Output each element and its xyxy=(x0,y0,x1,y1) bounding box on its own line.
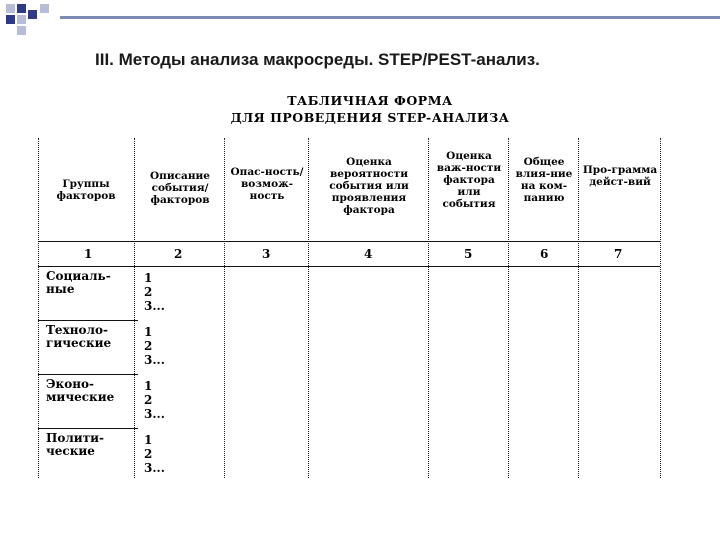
row-item: 2 xyxy=(144,285,153,299)
header-probability: Оценка вероятности события или проявления фактора xyxy=(329,156,409,216)
table-hline xyxy=(38,266,660,267)
table-heading-line1: ТАБЛИЧНАЯ ФОРМА xyxy=(287,93,453,108)
row-item: 3... xyxy=(144,461,165,475)
column-number: 5 xyxy=(464,247,473,261)
slide-title: III. Методы анализа макросреды. STEP/PEST-анализ. xyxy=(95,50,540,69)
table-hline xyxy=(38,241,660,242)
row-group-social: Социаль-ные xyxy=(46,269,111,296)
row-item: 2 xyxy=(144,447,153,461)
table-hline xyxy=(38,428,138,429)
column-number: 7 xyxy=(614,247,623,261)
column-number: 2 xyxy=(174,247,183,261)
row-item: 1 xyxy=(144,379,153,393)
table-vline xyxy=(428,138,429,478)
header-description: Описание события/ факторов xyxy=(150,170,210,206)
header-action-plan: Про-грамма дейст-вий xyxy=(582,164,658,188)
table-vline xyxy=(508,138,509,478)
table-hline xyxy=(38,320,138,321)
table-hline xyxy=(38,374,138,375)
column-number: 1 xyxy=(84,247,93,261)
table-vline xyxy=(38,138,39,478)
row-item: 2 xyxy=(144,339,153,353)
row-group-political: Полити-ческие xyxy=(46,431,105,458)
header-impact: Общее влия-ние на ком-панию xyxy=(515,156,573,204)
table-vline xyxy=(660,138,661,478)
column-number: 3 xyxy=(262,247,271,261)
header-groups: Группы факторов xyxy=(56,178,116,202)
table-vline xyxy=(308,138,309,478)
header-rule xyxy=(60,16,720,19)
corner-decoration xyxy=(0,0,60,40)
header-threat-opportunity: Опас-ность/ возмож-ность xyxy=(230,166,304,202)
row-item: 3... xyxy=(144,407,165,421)
column-number: 4 xyxy=(364,247,373,261)
table-vline xyxy=(134,138,135,478)
row-group-economic: Эконо-мические xyxy=(46,377,115,404)
row-group-technological: Техноло-гические xyxy=(46,323,112,350)
table-heading-line2: ДЛЯ ПРОВЕДЕНИЯ STEP-АНАЛИЗА xyxy=(230,110,510,125)
column-number: 6 xyxy=(540,247,549,261)
row-item: 2 xyxy=(144,393,153,407)
row-item: 3... xyxy=(144,353,165,367)
table-vline xyxy=(578,138,579,478)
row-item: 1 xyxy=(144,271,153,285)
row-item: 3... xyxy=(144,299,165,313)
header-importance: Оценка важ-ности фактора или события xyxy=(436,150,502,210)
row-item: 1 xyxy=(144,325,153,339)
row-item: 1 xyxy=(144,433,153,447)
table-vline xyxy=(224,138,225,478)
